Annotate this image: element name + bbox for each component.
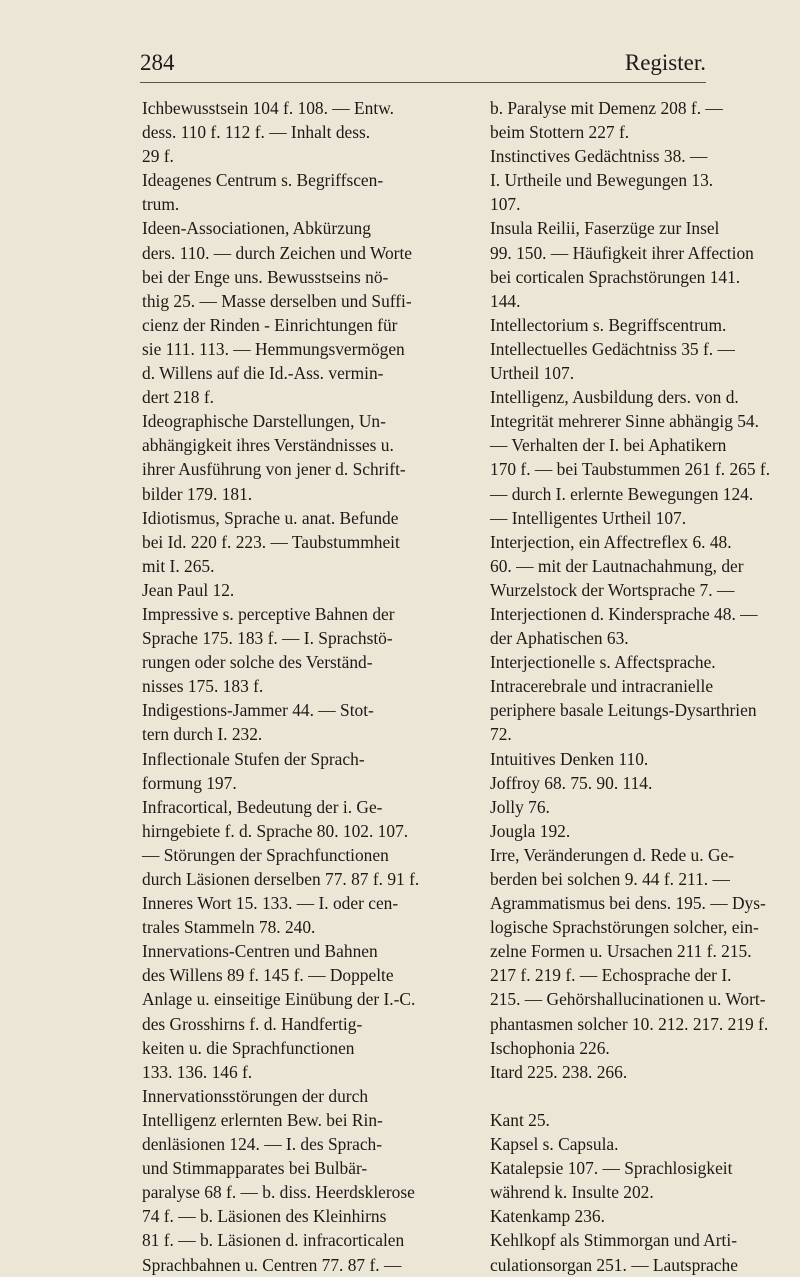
index-line: Impressive s. perceptive Bahnen der [142, 603, 395, 624]
index-line [490, 1084, 800, 1108]
index-line: sie 111. 113. — Hemmungsvermögen [142, 338, 405, 359]
index-line: Interjectionelle s. Affectsprache. [490, 652, 716, 673]
index-line: — Intelligentes Urtheil 107. [490, 507, 687, 528]
index-line: Itard 225. 238. 266. [490, 1061, 628, 1082]
index-line: durch Läsionen derselben 77. 87 f. 91 f. [142, 869, 420, 889]
index-line: 107. [490, 194, 521, 215]
index-line: Anlage u. einseitige Einübung der I.-C. [142, 989, 416, 1010]
index-line: I. Urtheile und Bewegungen 13. [490, 170, 714, 191]
index-line: 99. 150. — Häufigkeit ihrer Affection [490, 242, 754, 263]
index-line: Insula Reilii, Faserzüge zur Insel [490, 218, 720, 239]
index-line: 217 f. 219 f. — Echosprache der I. [490, 965, 732, 986]
index-line: Innervations-Centren und Bahnen [142, 941, 378, 962]
index-line: Ideographische Darstellungen, Un- [142, 411, 386, 432]
index-line: bilder 179. 181. [142, 483, 253, 504]
index-line: ihrer Ausführung von jener d. Schrift- [142, 459, 406, 480]
index-line: Sprachbahnen u. Centren 77. 87 f. — [142, 1254, 402, 1275]
index-line: — durch I. erlernte Bewegungen 124. [490, 483, 754, 504]
index-line: Jolly 76. [490, 796, 550, 817]
index-line: Interjectionen d. Kindersprache 48. — [490, 603, 758, 624]
index-line: 133. 136. 146 f. [142, 1061, 253, 1082]
index-line: Instinctives Gedächtniss 38. — [490, 146, 708, 167]
index-line: 74 f. — b. Läsionen des Kleinhirns [142, 1206, 387, 1227]
index-line: der Aphatischen 63. [490, 628, 629, 649]
index-line: des Grosshirns f. d. Handfertig- [142, 1013, 363, 1034]
index-line: Intelligenz, Ausbildung ders. von d. [490, 387, 739, 408]
index-line: 215. — Gehörshallucinationen u. Wort- [490, 989, 766, 1010]
index-line: Kant 25. [490, 1109, 550, 1130]
index-line: bei Id. 220 f. 223. — Taubstummheit [142, 531, 400, 552]
index-line: phantasmen solcher 10. 212. 217. 219 f. [490, 1013, 769, 1034]
index-line: und Stimmapparates bei Bulbär- [142, 1158, 368, 1179]
index-line: Irre, Veränderungen d. Rede u. Ge- [490, 844, 735, 865]
index-line: paralyse 68 f. — b. diss. Heerdsklerose [142, 1182, 415, 1203]
index-line: Intellectuelles Gedächtniss 35 f. — [490, 338, 735, 359]
index-line: Ichbewusstsein 104 f. 108. — Entw. [142, 98, 394, 118]
index-line: 144. [490, 290, 521, 311]
index-line: Intuitives Denken 110. [490, 748, 649, 769]
index-line: Intracerebrale und intracranielle [490, 676, 714, 697]
index-line: zelne Formen u. Ursachen 211 f. 215. [490, 941, 752, 962]
index-line: trum. [142, 194, 180, 215]
index-line: — Störungen der Sprachfunctionen [142, 844, 389, 865]
index-line: ders. 110. — durch Zeichen und Worte [142, 242, 413, 263]
index-line: 72. [490, 724, 512, 745]
index-line: Infracortical, Bedeutung der i. Ge- [142, 796, 383, 817]
index-column-left [142, 96, 458, 1277]
index-line: periphere basale Leitungs-Dysarthrien [490, 700, 757, 721]
index-column-right [490, 96, 800, 1277]
index-line: Inflectionale Stufen der Sprach- [142, 748, 365, 769]
index-line: Katalepsie 107. — Sprachlosigkeit [490, 1158, 733, 1179]
index-line: bei der Enge uns. Bewusstseins nö- [142, 266, 389, 287]
index-line: hirngebiete f. d. Sprache 80. 102. 107. [142, 820, 409, 841]
index-line: thig 25. — Masse derselben und Suffi- [142, 290, 412, 311]
index-line: Sprache 175. 183 f. — I. Sprachstö- [142, 628, 393, 649]
index-line: formung 197. [142, 772, 237, 793]
index-line: — Verhalten der I. bei Aphatikern [490, 435, 727, 456]
index-line: cienz der Rinden - Einrichtungen für [142, 314, 398, 335]
index-line: dess. 110 f. 112 f. — Inhalt dess. [142, 122, 371, 143]
index-line: b. Paralyse mit Demenz 208 f. — [490, 98, 723, 118]
index-line: Agrammatismus bei dens. 195. — Dys- [490, 893, 766, 914]
index-line: beim Stottern 227 f. [490, 122, 630, 143]
index-line: 81 f. — b. Läsionen d. infracorticalen [142, 1230, 405, 1251]
index-line: Intellectorium s. Begriffscentrum. [490, 314, 727, 335]
index-line: trales Stammeln 78. 240. [142, 917, 316, 938]
running-head: Register. [624, 50, 706, 75]
index-line: dert 218 f. [142, 387, 214, 408]
index-line: 29 f. [142, 146, 174, 167]
index-line: denläsionen 124. — I. des Sprach- [142, 1134, 383, 1155]
page-number: 284 [140, 50, 175, 75]
index-line: 60. — mit der Lautnachahmung, der [490, 555, 744, 576]
index-line: Intelligenz erlernten Bew. bei Rin- [142, 1109, 383, 1130]
index-line: während k. Insulte 202. [490, 1182, 654, 1203]
index-line: Katenkamp 236. [490, 1206, 605, 1227]
index-line: Urtheil 107. [490, 363, 575, 384]
index-line: Indigestions-Jammer 44. — Stot- [142, 700, 374, 721]
index-line: culationsorgan 251. — Lautsprache [490, 1254, 738, 1275]
index-line: bei corticalen Sprachstörungen 141. [490, 266, 741, 287]
index-line: Inneres Wort 15. 133. — I. oder cen- [142, 893, 399, 914]
index-line: Ideen-Associationen, Abkürzung [142, 218, 371, 239]
index-line: Kehlkopf als Stimmorgan und Arti- [490, 1230, 737, 1251]
header-rule [140, 82, 706, 83]
index-line: 170 f. — bei Taubstummen 261 f. 265 f. [490, 459, 771, 480]
index-line: logische Sprachstörungen solcher, ein- [490, 917, 759, 938]
index-line: Kapsel s. Capsula. [490, 1134, 619, 1155]
index-line: Interjection, ein Affectreflex 6. 48. [490, 531, 732, 552]
index-line: berden bei solchen 9. 44 f. 211. — [490, 869, 730, 889]
index-line: tern durch I. 232. [142, 724, 263, 745]
index-line: nisses 175. 183 f. [142, 676, 264, 697]
index-line: Joffroy 68. 75. 90. 114. [490, 772, 653, 793]
index-line: rungen oder solche des Verständ- [142, 652, 373, 673]
index-line: Ideagenes Centrum s. Begriffscen- [142, 170, 384, 191]
index-line: Wurzelstock der Wortsprache 7. — [490, 579, 735, 600]
index-line: des Willens 89 f. 145 f. — Doppelte [142, 965, 394, 986]
index-line: keiten u. die Sprachfunctionen [142, 1037, 355, 1058]
index-line: Integrität mehrerer Sinne abhängig 54. [490, 411, 759, 432]
index-line: Jean Paul 12. [142, 579, 235, 600]
index-line: Idiotismus, Sprache u. anat. Befunde [142, 507, 399, 528]
index-line: Jougla 192. [490, 820, 571, 841]
index-line: mit I. 265. [142, 555, 215, 576]
index-line: abhängigkeit ihres Verständnisses u. [142, 435, 394, 456]
index-line: Ischophonia 226. [490, 1037, 610, 1058]
index-line: d. Willens auf die Id.-Ass. vermin- [142, 363, 384, 384]
index-line: Innervationsstörungen der durch [142, 1085, 369, 1106]
page-header [140, 46, 706, 80]
